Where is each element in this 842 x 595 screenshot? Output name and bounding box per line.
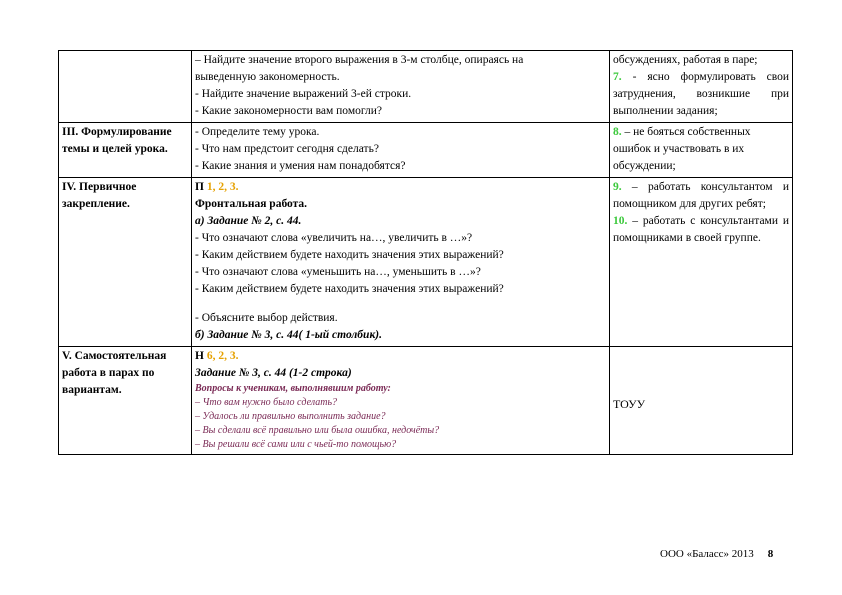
uud-cell [610, 123, 793, 178]
activity-line: - Каким действием будете находить значения этих выражений? [195, 283, 504, 295]
uud-item [613, 179, 789, 213]
question-line: – Что вам нужно было сделать? [195, 397, 338, 408]
method-numbers: 6, 2, 3. [206, 350, 239, 362]
uud-item [613, 213, 789, 247]
activity-line: - Какие закономерности вам помогли? [195, 105, 382, 117]
activity-cell [192, 123, 610, 178]
page-number: 8 [767, 548, 774, 560]
question-line: – Вы сделали всё правильно или была ошибка, недочёты? [195, 425, 440, 436]
uud-cell [610, 51, 793, 123]
stage-cell [59, 51, 192, 123]
uud-number: 10. [613, 215, 628, 227]
table-row [59, 123, 793, 178]
activity-line: - Объясните выбор действия. [195, 312, 338, 324]
questions-title: Вопросы к ученикам, выполнявшим работу: [195, 383, 391, 394]
methods-line [195, 348, 606, 365]
table-row [59, 51, 793, 123]
page-footer [660, 548, 773, 560]
table-row [59, 178, 793, 347]
uud-text: – работать консультантом и помощником для других ребят; [613, 181, 789, 210]
question-line: – Удалось ли правильно выполнить задание? [195, 411, 386, 422]
stage-cell: III. Формулирование темы и целей урока. [59, 123, 192, 178]
uud-text: – не бояться собственных ошибок и участвовать в их обсуждении; [613, 126, 751, 172]
uud-cell [610, 347, 793, 455]
activity-line: – Найдите значение второго выражения в 3-м столбце, опираясь на [195, 54, 524, 66]
activity-cell [192, 178, 610, 347]
uud-text: – работать с консультантами и помощниками в своей группе. [613, 215, 789, 244]
activity-line: - Что означают слова «уменьшить на…, уменьшить в …»? [195, 266, 481, 278]
spacer [195, 298, 606, 310]
activity-line: - Определите тему урока. [195, 126, 320, 138]
activity-line: выведенную закономерность. [195, 71, 340, 83]
uud-number: 9. [613, 181, 622, 193]
uud-cell [610, 178, 793, 347]
method-letter: П [195, 181, 204, 193]
lesson-table [58, 50, 793, 455]
question-line: – Вы решали всё сами или с чьей-то помощью? [195, 439, 397, 450]
uud-text: обсуждениях, работая в паре; [613, 54, 758, 66]
methods-line [195, 179, 606, 196]
activity-line: - Каким действием будете находить значения этих выражений? [195, 249, 504, 261]
task-heading: Задание № 3, с. 44 (1-2 строка) [195, 367, 352, 379]
activity-line: - Что означают слова «увеличить на…, увеличить в …»? [195, 232, 473, 244]
table-row [59, 347, 793, 455]
stage-cell: V. Самостоятельная работа в парах по вариантам. [59, 347, 192, 455]
activity-line: - Найдите значение выражений 3-ей строки. [195, 88, 412, 100]
footer-company: ООО «Баласс» 2013 [660, 548, 754, 560]
uud-abbreviation: ТОУУ [613, 397, 646, 411]
uud-text: - ясно формулировать свои затруднения, возникшие при выполнении задания; [613, 71, 789, 117]
method-numbers: 1, 2, 3. [206, 181, 239, 193]
activity-line: - Какие знания и умения нам понадобятся? [195, 160, 406, 172]
uud-number: 7. [613, 71, 622, 83]
work-type: Фронтальная работа. [195, 198, 308, 210]
activity-cell [192, 347, 610, 455]
activity-cell [192, 51, 610, 123]
task-heading: а) Задание № 2, с. 44. [195, 215, 302, 227]
stage-cell: IV. Первичное закрепление. [59, 178, 192, 347]
uud-number: 8. [613, 126, 622, 138]
task-heading: б) Задание № 3, с. 44( 1-ый столбик). [195, 329, 382, 341]
method-letter: Н [195, 350, 204, 362]
activity-line: - Что нам предстоит сегодня сделать? [195, 143, 379, 155]
